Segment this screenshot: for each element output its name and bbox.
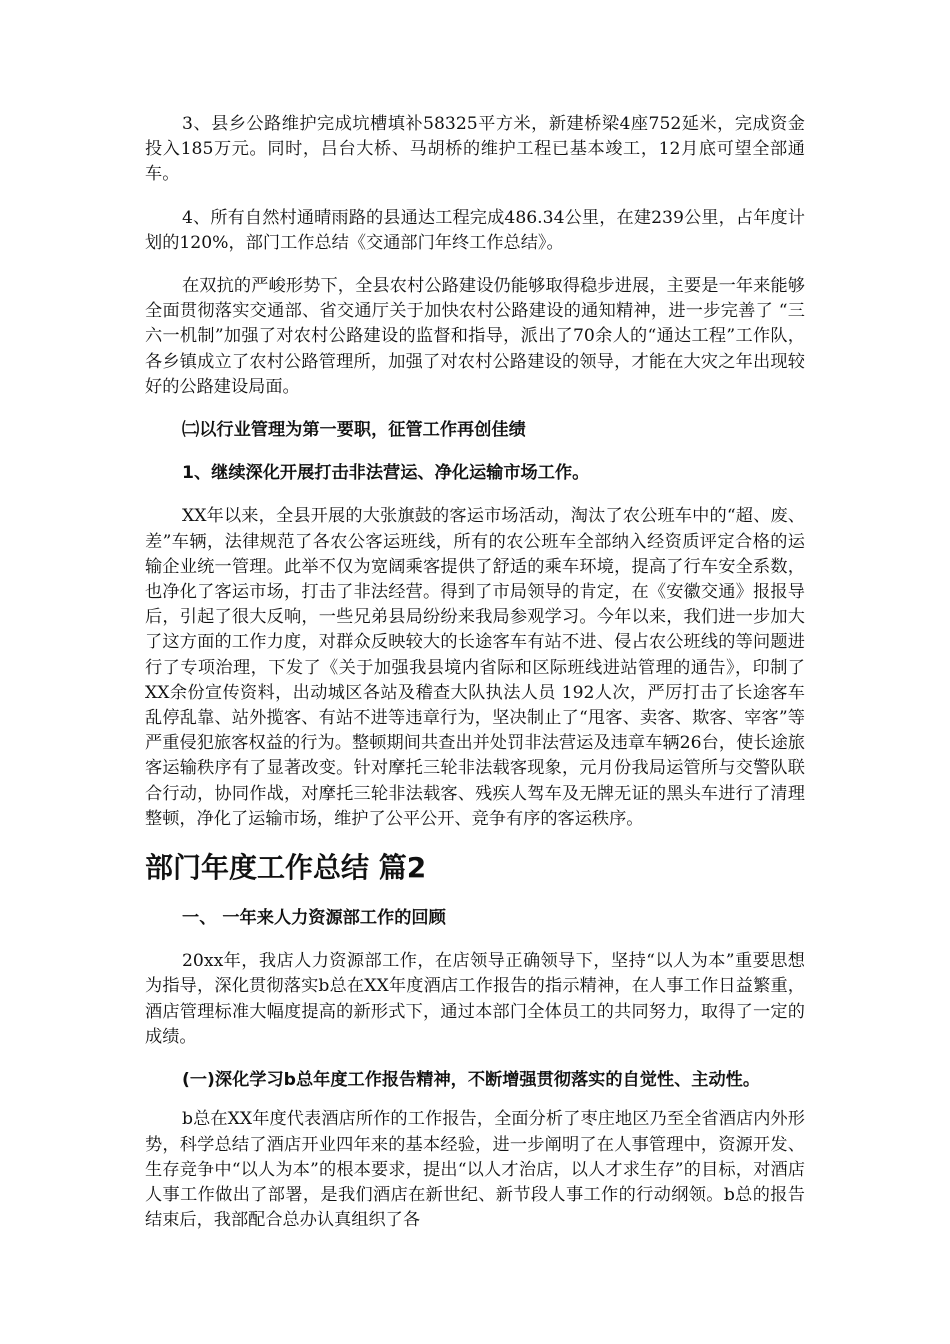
paragraph-passenger-market: XX年以来，全县开展的大张旗鼓的客运市场活动，淘汰了农公班车中的“超、废、差”车辆，法律规范了各农公客运班线，所有的农公班车全部纳入经资质评定合格的运输企业统一管理。此举不仅为宽阔乘客提供了舒适的乘车环境，提高了行车安全系数，也净化了客运市场，打击了非法经营。得到了市局领导的肯定，在《安徽交通》报报导后，引起了很大反响，一些兄弟县局纷纷来我局参观学习。今年以来，我们进一步加大了这方面的工作力度，对群众反映较大的长途客车有站不进、侵占农公班线的等问题进行了专项治理，下发了《关于加强我县境内省际和区际班线进站管理的通告》，印制了XX余份宣传资料，出动城区各站及稽查大队执法人员 192人次，严厉打击了长途客车乱停乱靠、站外揽客、有站不进等违章行为，坚决制止了“甩客、卖客、欺客、宰客”等严重侵犯旅客权益的行为。整顿期间共查出并处罚非法营运及违章车辆26台，使长途旅客运输秩序有了显著改变。针对摩托三轮非法载客现象，元月份我局运管所与交警队联合行动，协同作战，对摩托三轮非法载客、残疾人驾车及无牌无证的黑头车进行了清理整顿，净化了运输市场，维护了公平公开、竞争有序的客运秩序。 xyxy=(145,506,805,829)
paragraph-report-analysis: b总在XX年度代表酒店所作的工作报告，全面分析了枣庄地区乃至全省酒店内外形势，科学总结了酒店开业四年来的基本经验，进一步阐明了在人事管理中，资源开发、生存竞争中“以人为本”的根本要求，提出“以人才治店，以人才求生存”的目标，对酒店人事工作做出了部署，是我们酒店在新世纪、新节段人事工作的行动纲领。b总的报告结束后，我部配合总办认真组织了各 xyxy=(145,1109,805,1231)
paragraph-road-maintenance: 3、县乡公路维护完成坑槽填补58325平方米，新建桥梁4座752延米，完成资金投入185万元。同时，吕台大桥、马胡桥的维护工程已基本竣工，12月底可望全部通车。 xyxy=(145,114,805,185)
paragraph-rural-road-progress: 在双抗的严峻形势下，全县农村公路建设仍能够取得稳步进展，主要是一年来能够全面贯彻落实交通部、省交通厅关于加快农村公路建设的通知精神，进一步完善了 “三六一机制”加强了对农村公路建设的监督和指导，派出了70余人的“通达工程”工作队，各乡镇成立了农村公路管理所，加强了对农村公路建设的领导，才能在大灾之年出现较好的公路建设局面。 xyxy=(145,276,805,397)
heading-report-study: (一)深化学习b总年度工作报告精神，不断增强贯彻落实的自觉性、主动性。 xyxy=(182,1070,761,1091)
paragraph-hr-summary: 20xx年，我店人力资源部工作，在店领导正确领导下，坚持“以人为本”重要思想为指导，深化贯彻落实b总在XX年度酒店工作报告的指示精神，在人事工作日益繁重，酒店管理标准大幅度提高的新形式下，通过本部门全体员工的共同努力，取得了一定的成绩。 xyxy=(145,951,805,1047)
paragraph-village-roads: 4、所有自然村通晴雨路的县通达工程完成486.34公里，在建239公里，占年度计划的120%，部门工作总结《交通部门年终工作总结》。 xyxy=(145,207,805,253)
document-page xyxy=(145,112,805,1251)
heading-hr-review: 一、 一年来人力资源部工作的回顾 xyxy=(182,908,446,929)
section-title: 部门年度工作总结 篇2 xyxy=(145,851,427,885)
heading-industry-management: ㈡以行业管理为第一要职，征管工作再创佳绩 xyxy=(182,420,526,441)
heading-market-cleanup: 1、继续深化开展打击非法营运、净化运输市场工作。 xyxy=(182,463,590,484)
